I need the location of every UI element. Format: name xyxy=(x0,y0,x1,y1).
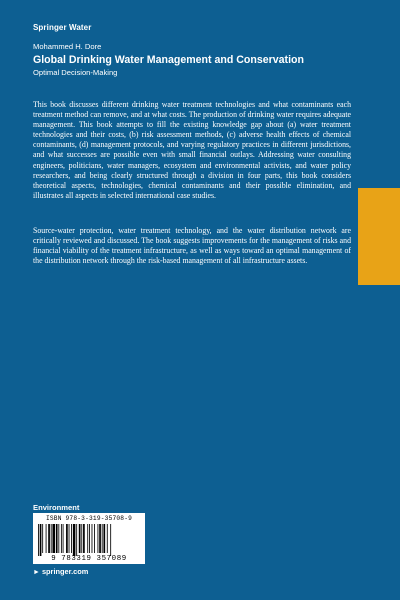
barcode-bar xyxy=(38,524,39,556)
barcode-bar xyxy=(52,524,55,553)
barcode-bar xyxy=(79,524,81,553)
barcode-bar xyxy=(58,524,59,553)
website-label: springer.com xyxy=(41,567,89,576)
barcode-panel xyxy=(33,513,145,564)
blurb-paragraph-1: This book discusses different drinking water treatment technologies and what contaminants each treatment method can remove, and at what costs. The production of drinking water requires adequate management. This book attempts to fill the existing knowledge gap about (a) water treatment technologies and their costs, (b) risk assessment methods, (c) adverse health effects of chemical contaminants, (d) management protocols, and varying regulatory practices in different jurisdictions, and what successes are possible even with small financial outlays. Addressing water consulting engineers, politicians, water managers, ecosystem and environmental activists, and water policy researchers, and being clearly structured through a division in four parts, this book considers theoretical aspects, technologies, chemical contaminants and their possible elimination, and illustrates all aspects in selected international case studies. xyxy=(33,100,351,200)
barcode-bar xyxy=(110,524,111,556)
category-label: Environment xyxy=(33,503,80,512)
isbn-text: ISBN 978-3-319-35708-9 xyxy=(45,515,133,522)
blurb-paragraph-2: Source-water protection, water treatment technology, and the water distribution network are critically reviewed and discussed. The book suggests improvements for the management of risks and financial viability of the treatment infrastructure, as well as ways toward an optimal management of the distribution network through the risk-based management of all infrastructure assets. xyxy=(33,226,351,266)
barcode-bar xyxy=(94,524,95,553)
barcode-bar xyxy=(87,524,88,553)
barcode-bar xyxy=(40,524,42,556)
barcode-bar xyxy=(48,524,50,553)
barcode-bar xyxy=(46,524,47,553)
barcode-bar xyxy=(107,524,108,553)
barcode-bar xyxy=(42,524,43,553)
book-title: Global Drinking Water Management and Conservation xyxy=(33,54,304,66)
book-subtitle: Optimal Decision-Making xyxy=(33,68,118,77)
series-name: Springer Water xyxy=(33,23,92,32)
arrow-right-icon: ► xyxy=(33,569,40,576)
barcode-bar xyxy=(98,524,99,553)
accent-bar xyxy=(358,188,400,285)
author-name: Mohammed H. Dore xyxy=(33,42,102,51)
barcode-bar xyxy=(102,524,103,553)
barcode-bar xyxy=(61,524,62,553)
barcode-bar xyxy=(89,524,90,553)
barcode-bar xyxy=(83,524,85,553)
publisher-website[interactable] xyxy=(33,567,88,576)
barcode-bar xyxy=(76,524,77,556)
barcode-bar xyxy=(56,524,58,553)
barcode-bar xyxy=(51,524,52,553)
barcode-bar xyxy=(92,524,93,553)
barcode-bar xyxy=(103,524,105,553)
ean-number: 9 783319 357089 xyxy=(51,555,127,563)
barcode-bar xyxy=(81,524,82,553)
barcode-bar xyxy=(71,524,72,553)
barcode-bar xyxy=(73,524,76,556)
barcode-bar xyxy=(63,524,64,553)
barcode-bar xyxy=(99,524,101,553)
barcode-bar xyxy=(69,524,70,553)
barcode-bar xyxy=(66,524,68,553)
barcode-image xyxy=(38,524,140,556)
